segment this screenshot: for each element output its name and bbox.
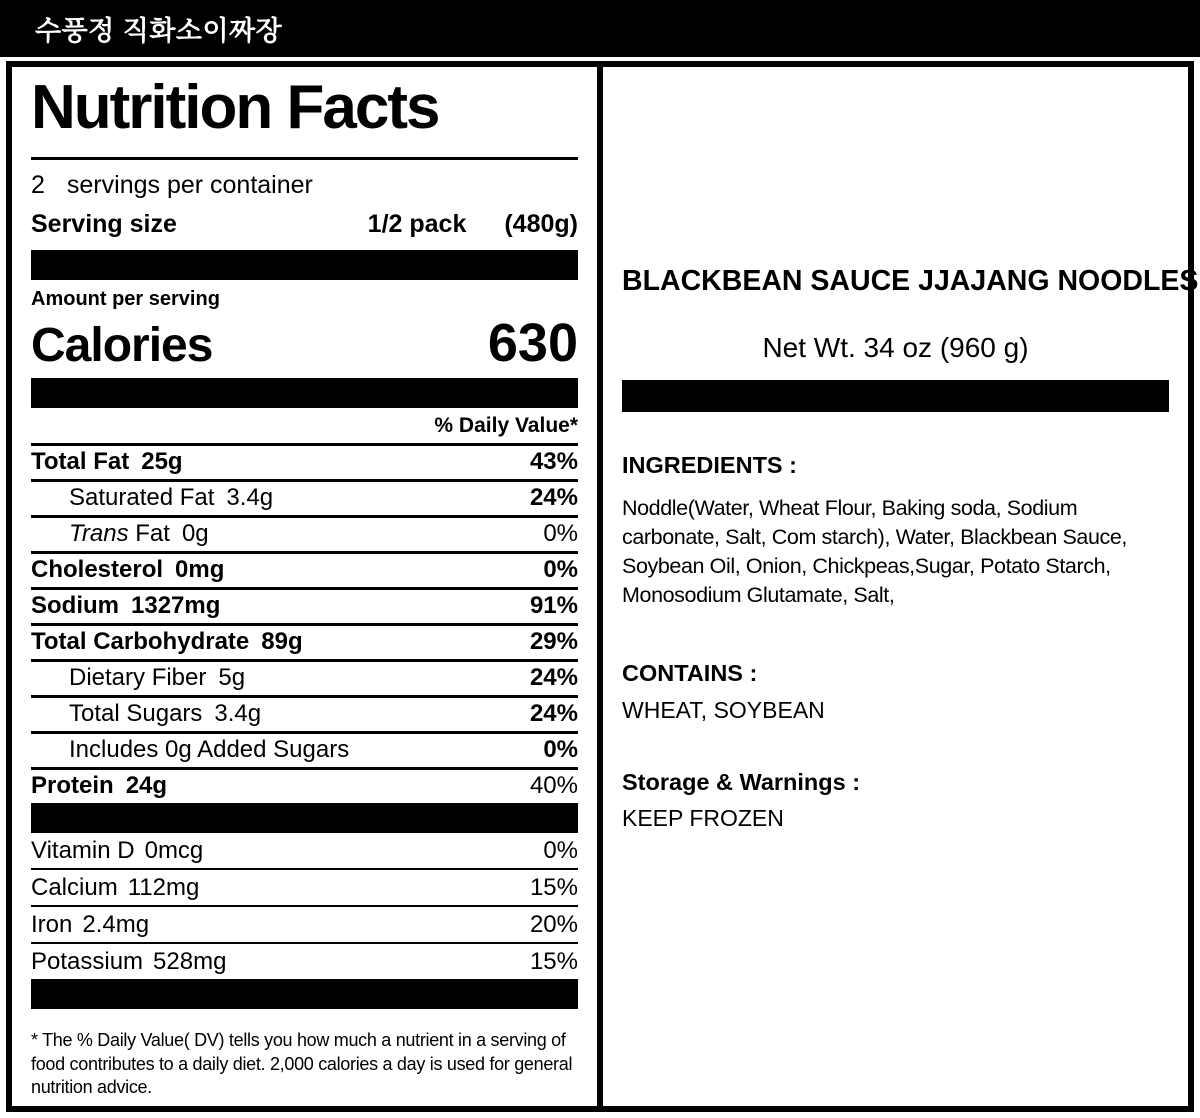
- separator-bar: [622, 380, 1169, 412]
- serving-size-weight: (480g): [504, 210, 578, 238]
- vitamin-row-vitamin-d: [31, 833, 578, 868]
- daily-value-footnote: * The % Daily Value( DV) tells you how much a nutrient in a serving of food contributes to a daily diet. 2,000 calories a day is used for general nutrition advice.: [31, 1030, 573, 1097]
- nutrient-dv: 0%: [543, 736, 578, 763]
- nutrient-dv: 91%: [529, 592, 578, 619]
- vitamin-row-potassium: [31, 942, 578, 979]
- serving-size-label: Serving size: [31, 210, 177, 238]
- nutrient-amount: 3.4g: [226, 484, 274, 511]
- label-panels: [6, 61, 1199, 1112]
- nutrient-dv: 20%: [529, 911, 578, 938]
- nutrient-name: Includes 0g Added Sugars: [69, 736, 350, 763]
- nutrient-name: Trans Fat: [69, 520, 170, 547]
- ingredients-label: INGREDIENTS :: [622, 452, 797, 478]
- nutrient-dv: 24%: [529, 484, 578, 511]
- ingredients-text: Noddle(Water, Wheat Flour, Baking soda, Sodium carbonate, Salt, Com starch), Water, Blackbean Sauce, Soybean Oil, Onion, Chickpeas,Sugar, Potato Starch, Monosodium Glutamate, Salt,: [622, 496, 1128, 607]
- nutrition-facts-title: Nutrition Facts: [31, 73, 439, 142]
- nutrient-amount: 25g: [141, 448, 183, 475]
- storage-warnings-label: Storage & Warnings :: [622, 769, 861, 795]
- nutrient-amount: 2.4mg: [82, 911, 150, 938]
- nutrient-row-trans-fat: [31, 515, 578, 551]
- nutrient-name: Protein: [31, 772, 114, 799]
- nutrient-row-sodium: [31, 587, 578, 623]
- serving-size-value: 1/2 pack: [367, 210, 467, 238]
- nutrient-amount: 24g: [125, 772, 168, 799]
- vitamin-row-iron: [31, 905, 578, 942]
- nutrient-amount: 0g: [181, 520, 209, 547]
- nutrition-facts-panel: [6, 61, 603, 1112]
- vitamin-row-calcium: [31, 868, 578, 905]
- nutrient-dv: 43%: [529, 448, 578, 475]
- nutrient-amount: 0mcg: [144, 837, 204, 864]
- product-title: BLACKBEAN SAUCE JJAJANG NOODLES: [622, 265, 1199, 297]
- nutrient-amount: 5g: [218, 664, 246, 691]
- separator-bar: [31, 378, 578, 408]
- nutrient-name: Iron: [31, 911, 73, 938]
- contains-text: WHEAT, SOYBEAN: [622, 697, 825, 723]
- nutrient-amount: 89g: [261, 628, 303, 655]
- nutrient-row-total-fat: [31, 443, 578, 479]
- nutrient-amount: 0mg: [175, 556, 225, 583]
- nutrient-amount: 3.4g: [214, 700, 262, 727]
- nutrient-name: Total Carbohydrate: [31, 628, 250, 655]
- nutrient-dv: 0%: [543, 520, 578, 547]
- nutrient-name: Dietary Fiber: [69, 664, 207, 691]
- calories-row: [31, 312, 578, 378]
- nutrient-dv: 40%: [529, 772, 578, 799]
- nutrient-dv: 29%: [529, 628, 578, 655]
- product-info-panel: [603, 61, 1199, 1112]
- net-weight: Net Wt. 34 oz (960 g): [762, 332, 1029, 363]
- nutrient-dv: 24%: [529, 700, 578, 727]
- nutrient-dv: 15%: [529, 948, 578, 975]
- calories-label: Calories: [31, 319, 213, 372]
- nutrient-name: Calcium: [31, 874, 118, 901]
- nutrient-amount: 1327mg: [131, 592, 221, 619]
- nutrient-row-total-carbohydrate: [31, 623, 578, 659]
- product-header-bar: [0, 0, 1200, 57]
- nutrient-amount: 112mg: [127, 874, 200, 901]
- nutrient-name: Cholesterol: [31, 556, 164, 583]
- nutrient-name: Sodium: [31, 592, 119, 619]
- servings-per-container: [31, 160, 578, 200]
- product-korean-title: 수풍정 직화소이짜장: [35, 16, 283, 46]
- nutrient-row-total-sugars: [31, 695, 578, 731]
- serving-size-row: [31, 208, 578, 240]
- nutrient-row-saturated-fat: [31, 479, 578, 515]
- nutrient-row-added-sugars: [31, 731, 578, 767]
- calories-value: 630: [487, 313, 578, 373]
- nutrient-name: Saturated Fat: [69, 484, 215, 511]
- nutrient-row-cholesterol: [31, 551, 578, 587]
- nutrient-amount: 528mg: [153, 948, 227, 975]
- storage-warnings-text: KEEP FROZEN: [622, 805, 784, 831]
- amount-per-serving-label: Amount per serving: [31, 288, 220, 310]
- nutrient-name: Vitamin D: [31, 837, 135, 864]
- nutrient-name: Total Sugars: [69, 700, 203, 727]
- nutrient-dv: 15%: [529, 874, 578, 901]
- contains-label: CONTAINS :: [622, 660, 758, 686]
- nutrient-dv: 0%: [543, 556, 578, 583]
- separator-bar: [31, 979, 578, 1009]
- servings-count: 2: [31, 171, 45, 199]
- nutrient-row-protein: [31, 767, 578, 803]
- separator-bar: [31, 803, 578, 833]
- nutrient-dv: 24%: [529, 664, 578, 691]
- separator-bar: [31, 250, 578, 280]
- nutrient-name: Potassium: [31, 948, 144, 975]
- nutrient-name: Total Fat: [31, 448, 130, 475]
- daily-value-header: % Daily Value*: [434, 414, 578, 437]
- nutrient-row-dietary-fiber: [31, 659, 578, 695]
- servings-text: servings per container: [66, 171, 313, 199]
- nutrient-dv: 0%: [543, 837, 578, 864]
